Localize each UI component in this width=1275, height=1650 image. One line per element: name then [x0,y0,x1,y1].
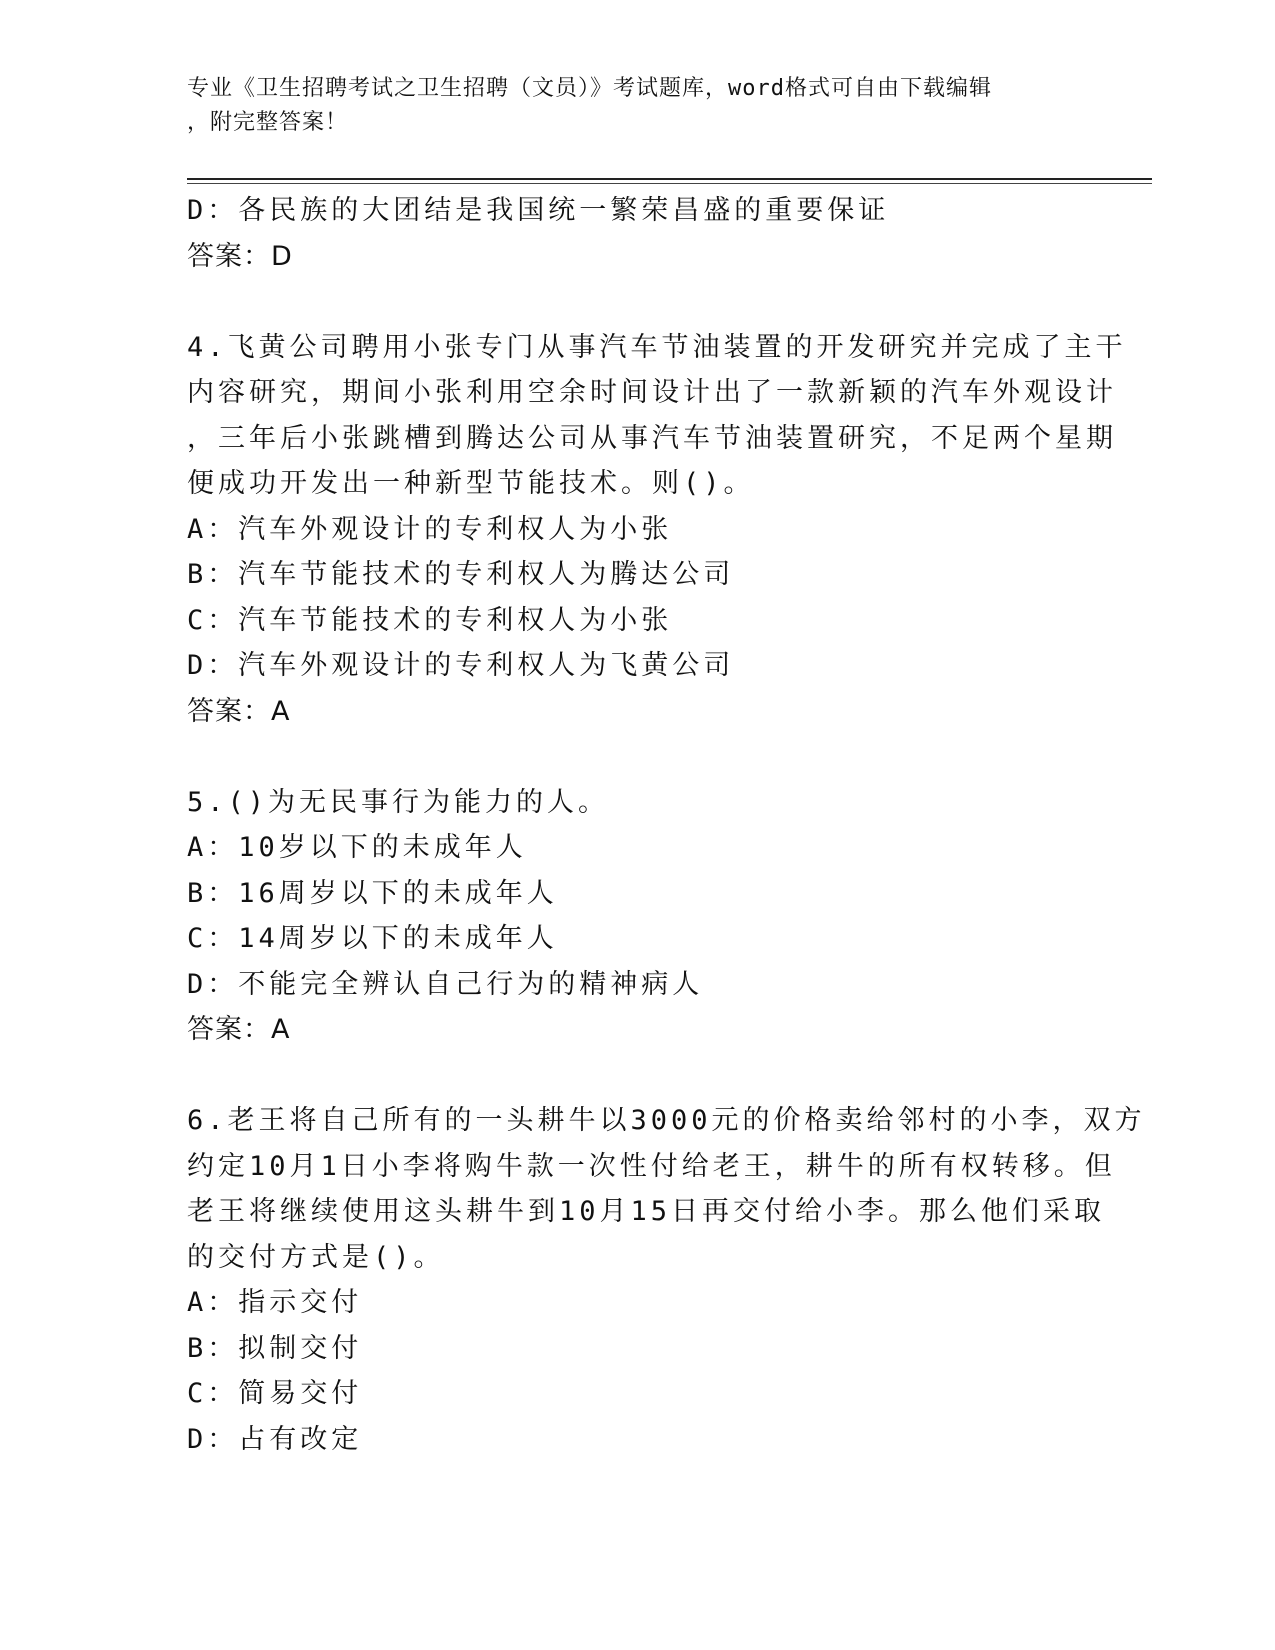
header-line-2: ，附完整答案！ [187,110,349,135]
text-line: 5.()为无民事行为能力的人。 [187,786,610,818]
document-header [187,72,1067,140]
header-divider-thin [187,183,1152,184]
answer-line: 答案：A [187,695,291,727]
question-gap [187,1053,1087,1099]
text-line: B：汽车节能技术的专利权人为腾达公司 [187,559,735,590]
text-line: 约定10月1日小李将购牛款一次性付给老王，耕牛的所有权转移。但 [187,1150,1116,1182]
text-line: 内容研究，期间小张利用空余时间设计出了一款新颖的汽车外观设计 [187,377,1117,408]
text-line: A：汽车外观设计的专利权人为小张 [187,513,673,545]
text-line: ，三年后小张跳槽到腾达公司从事汽车节油装置研究，不足两个星期 [187,422,1117,454]
answer-line: 答案：D [187,240,293,272]
text-line: 6.老王将自己所有的一头耕牛以3000元的价格卖给邻村的小李，双方 [187,1105,1146,1136]
text-line: A：10岁以下的未成年人 [187,832,527,863]
question-gap [187,734,1087,780]
text-line: B：拟制交付 [187,1332,363,1364]
header-divider-thick [187,178,1152,180]
text-line: 便成功开发出一种新型节能技术。则()。 [187,468,755,499]
text-line: A：指示交付 [187,1287,363,1318]
text-line: D：汽车外观设计的专利权人为飞黄公司 [187,650,735,681]
text-line: D：不能完全辨认自己行为的精神病人 [187,968,704,1000]
question-content [187,188,1146,1462]
answer-line: 答案：A [187,1014,291,1045]
text-line: D：各民族的大团结是我国统一繁荣昌盛的重要保证 [187,195,890,226]
text-line: 老王将继续使用这头耕牛到10月15日再交付给小李。那么他们采取 [187,1196,1106,1227]
question-gap [187,279,1087,325]
header-line-1: 专业《卫生招聘考试之卫生招聘（文员）》考试题库，word格式可自由下载编辑 [187,76,992,101]
text-line: 的交付方式是()。 [187,1241,445,1273]
text-line: C：14周岁以下的未成年人 [187,923,558,954]
text-line: D：占有改定 [187,1423,363,1455]
text-line: 4.飞黄公司聘用小张专门从事汽车节油装置的开发研究并完成了主干 [187,331,1127,363]
text-line: B：16周岁以下的未成年人 [187,877,558,909]
text-line: C：汽车节能技术的专利权人为小张 [187,604,673,636]
text-line: C：简易交付 [187,1378,363,1409]
